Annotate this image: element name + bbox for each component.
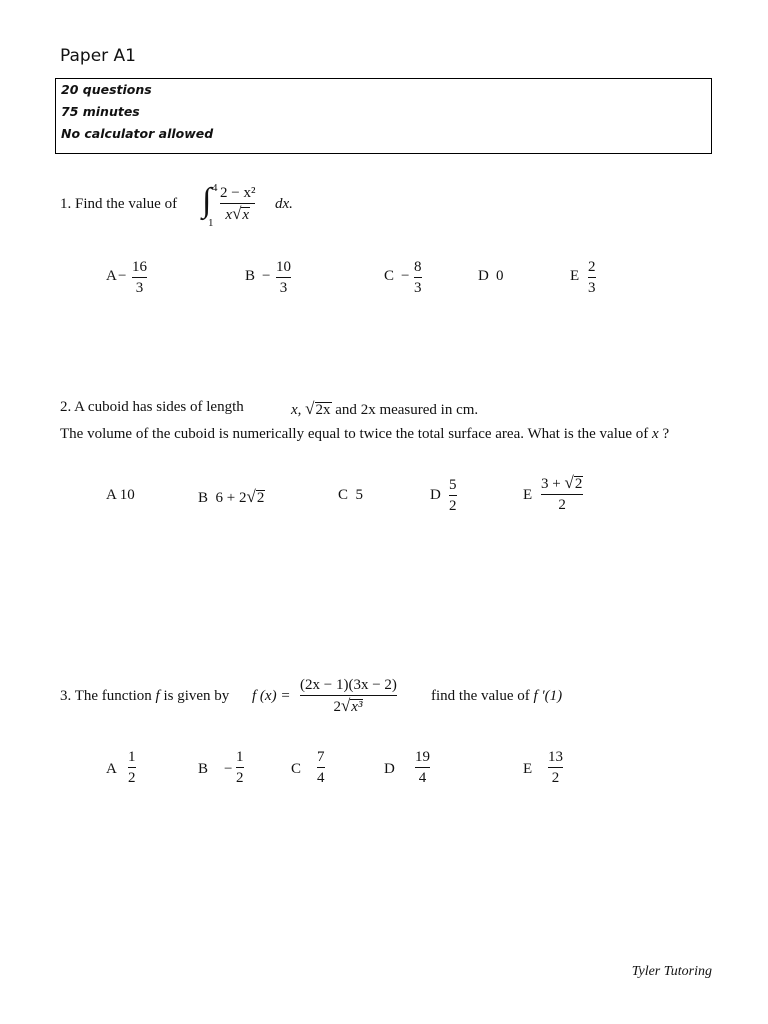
option-den: 4 xyxy=(317,770,325,786)
q1-option-a xyxy=(132,258,147,297)
option-num: 16 xyxy=(132,259,147,275)
sqrt-icon: √ xyxy=(340,696,351,715)
q3-option-a-letter: A xyxy=(106,761,117,777)
q1-option-c-sign: − xyxy=(401,268,410,284)
q2-option-d-letter: D xyxy=(430,487,441,503)
q3-fprime: f ′(1) xyxy=(533,688,563,704)
option-den: 3 xyxy=(414,280,422,296)
q3-denominator xyxy=(333,697,363,716)
den-root: x³ xyxy=(351,699,363,715)
option-den: 2 xyxy=(449,498,457,514)
fraction-bar xyxy=(414,277,422,278)
sqrt-icon: √ xyxy=(246,487,256,506)
option-letter: A xyxy=(106,487,117,503)
fraction-bar xyxy=(415,767,430,768)
q1-stem: 1. Find the value of xyxy=(60,196,178,212)
q3-option-e-letter: E xyxy=(523,761,533,777)
q1-option-b-letter: B xyxy=(245,268,256,284)
q2-line2-text: The volume of the cuboid is numerically equal to twice the total surface area. What is the value of xyxy=(60,426,649,442)
q1-option-a-letter: A xyxy=(106,268,117,284)
info-calculator: No calculator allowed xyxy=(61,126,214,141)
q1-integrand-den xyxy=(225,205,250,224)
q1-option-b-sign: − xyxy=(262,268,271,284)
q3-option-d-letter: D xyxy=(384,761,395,777)
q2-line2-end: ? xyxy=(662,426,670,442)
option-den: 3 xyxy=(588,280,596,296)
q3-option-d xyxy=(415,748,430,787)
sqrt-icon: √ xyxy=(564,473,574,492)
option-num-text: 3 + xyxy=(541,476,565,492)
q2-option-d xyxy=(449,476,457,515)
side-b xyxy=(315,402,332,418)
option-letter: C xyxy=(338,487,349,503)
q2-line2 xyxy=(60,426,669,443)
den-root: x xyxy=(242,207,250,223)
q3-numerator: (2x − 1)(3x − 2) xyxy=(300,677,397,693)
fraction-bar xyxy=(449,495,457,496)
q3-f: f xyxy=(155,688,160,704)
q3-option-b-sign: − xyxy=(224,761,233,777)
q2-option-b xyxy=(198,487,265,507)
q3-option-b xyxy=(236,748,244,787)
page-title: Paper A1 xyxy=(60,46,136,66)
info-questions: 20 questions xyxy=(61,82,152,97)
q3-find-text: find the value of xyxy=(431,688,530,704)
q2-option-e xyxy=(541,474,583,514)
den-coef: 2 xyxy=(333,699,341,715)
fraction-bar xyxy=(236,767,244,768)
option-num: 7 xyxy=(317,749,325,765)
q3-fx: f (x) = xyxy=(252,688,291,704)
q1-option-a-sign: − xyxy=(118,268,127,284)
fraction-bar xyxy=(132,277,147,278)
q3-function xyxy=(300,676,397,716)
option-num: 1 xyxy=(236,749,244,765)
side-and: and xyxy=(335,402,357,418)
option-num: 1 xyxy=(128,749,136,765)
q1-option-b xyxy=(276,258,291,297)
q2-line2-var: x xyxy=(652,426,659,442)
fraction-bar xyxy=(541,494,583,495)
q2-option-a xyxy=(106,487,135,504)
option-root: 2 xyxy=(256,490,265,506)
footer-credit: Tyler Tutoring xyxy=(631,964,712,979)
side-a: x, xyxy=(291,402,302,418)
option-value: 5 xyxy=(355,487,364,503)
q1-integrand xyxy=(220,184,255,224)
option-den: 2 xyxy=(128,770,136,786)
option-num xyxy=(541,474,583,493)
q2-option-c xyxy=(338,487,363,504)
q1-integrand-num: 2 − x² xyxy=(220,185,256,201)
q3-stem-text2: is given by xyxy=(163,688,230,704)
q1-option-c-letter: C xyxy=(384,268,395,284)
option-letter: B xyxy=(198,490,209,506)
side-c: 2x xyxy=(360,402,376,418)
q1-option-c xyxy=(414,258,422,297)
option-num: 8 xyxy=(414,259,422,275)
sides-units: measured in cm. xyxy=(379,402,479,418)
q1-option-d-letter: D xyxy=(478,268,489,284)
q2-stem: 2. A cuboid has sides of length xyxy=(60,399,244,415)
q1-lower-limit: 1 xyxy=(208,217,214,229)
q2-sides xyxy=(291,399,478,419)
q1-option-e xyxy=(588,258,596,297)
option-den: 2 xyxy=(236,770,244,786)
q3-option-c xyxy=(317,748,325,787)
q3-stem-text: 3. The function xyxy=(60,688,152,704)
q1-option-d-value: 0 xyxy=(496,268,504,284)
option-value: 10 xyxy=(119,487,135,503)
exam-info-box xyxy=(55,78,712,154)
den-x: x xyxy=(225,207,233,223)
option-den: 3 xyxy=(135,280,144,296)
q1-option-e-letter: E xyxy=(570,268,580,284)
option-value: 6 + 2 xyxy=(215,490,247,506)
option-den: 2 xyxy=(558,497,566,513)
option-den: 3 xyxy=(279,280,288,296)
q3-option-e xyxy=(548,748,563,787)
q3-stem xyxy=(60,688,229,705)
fraction-bar xyxy=(548,767,563,768)
option-num: 10 xyxy=(276,259,291,275)
option-den: 2 xyxy=(551,770,560,786)
info-time: 75 minutes xyxy=(61,104,140,119)
q3-find xyxy=(431,688,562,705)
option-num: 19 xyxy=(415,749,430,765)
sqrt-icon: √ xyxy=(232,204,242,223)
sqrt-icon: √ xyxy=(305,399,315,418)
fraction-bar xyxy=(317,767,325,768)
q3-option-c-letter: C xyxy=(291,761,302,777)
q1-dx: dx. xyxy=(275,196,293,212)
option-num: 5 xyxy=(449,477,457,493)
side-b-text: 2x xyxy=(315,402,331,418)
option-den: 4 xyxy=(418,770,427,786)
option-num: 13 xyxy=(548,749,563,765)
q3-option-b-letter: B xyxy=(198,761,209,777)
fraction-bar xyxy=(128,767,136,768)
option-num-root: 2 xyxy=(574,476,583,492)
fraction-bar xyxy=(276,277,291,278)
q2-option-e-letter: E xyxy=(523,487,533,503)
q3-option-a xyxy=(128,748,136,787)
fraction-bar xyxy=(588,277,596,278)
option-num: 2 xyxy=(588,259,596,275)
integral-sign: ∫ xyxy=(202,182,212,219)
q1-upper-limit: 4 xyxy=(212,182,218,194)
